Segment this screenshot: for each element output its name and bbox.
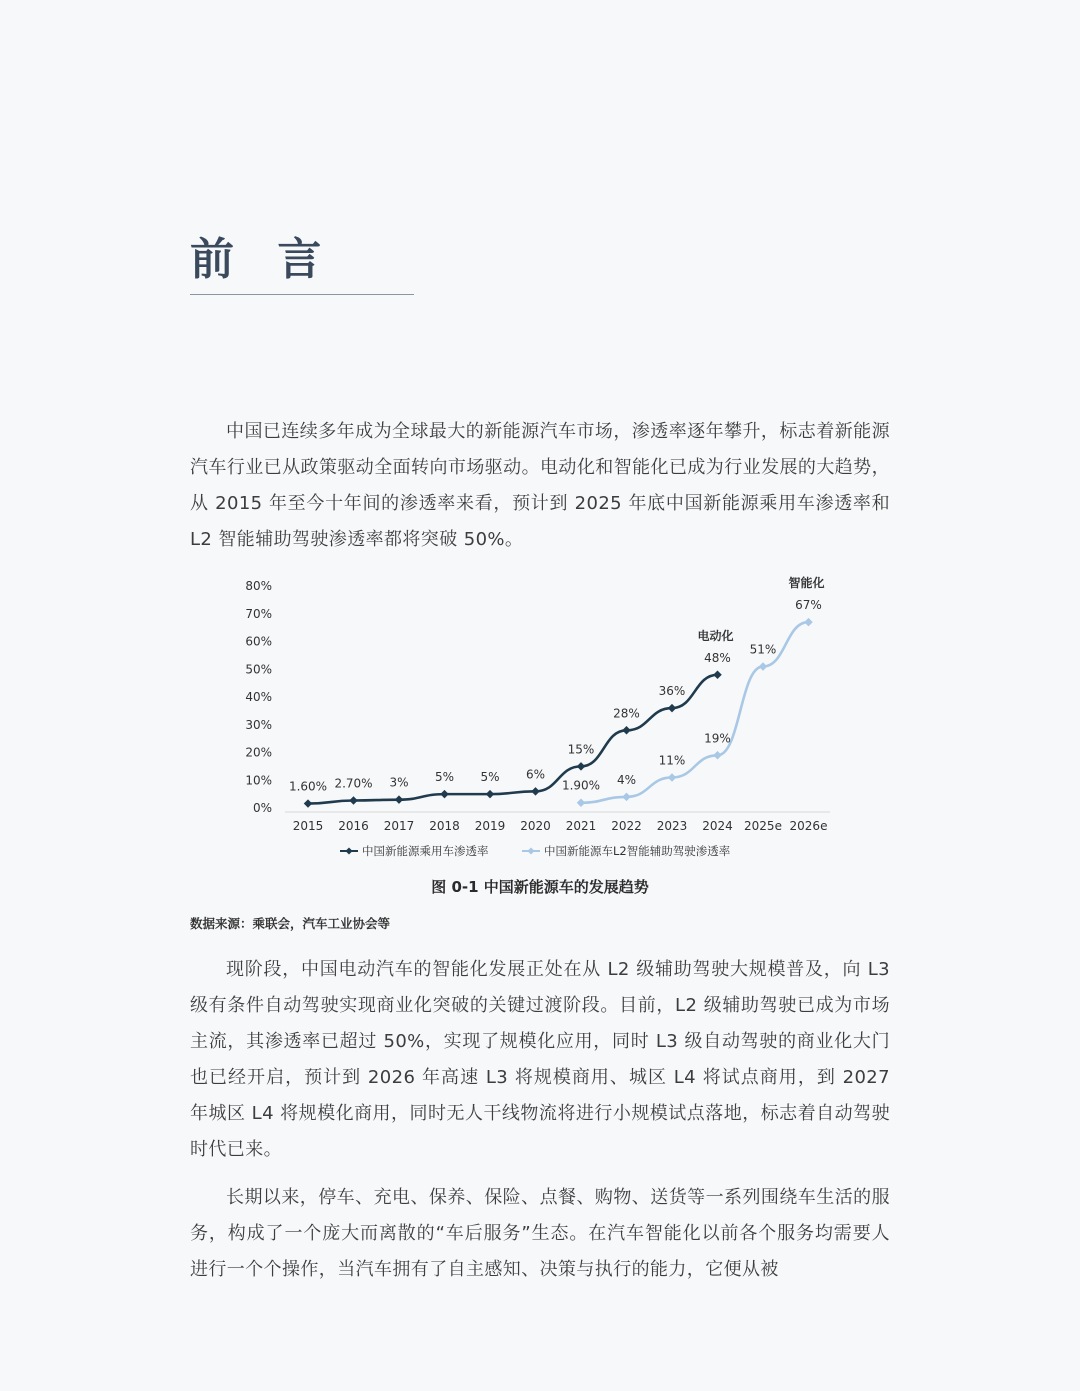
data-point [759, 662, 767, 670]
data-point [622, 726, 630, 734]
page-title: 前 言 [190, 234, 336, 285]
data-point [804, 618, 812, 626]
y-tick-label: 0% [252, 801, 272, 815]
title-divider [190, 294, 414, 295]
data-point [668, 773, 676, 781]
x-tick-label: 2024 [702, 819, 733, 833]
body-paragraph-3: 长期以来，停车、充电、保养、保险、点餐、购物、送货等一系列围绕车生活的服务，构成了一个庞大而离散的“车后服务”生态。在汽车智能化以前各个服务均需要人进行一个个操作，当汽车拥有了自主感知、决策与执行的能力，它便从被 [190, 1187, 890, 1280]
x-tick-label: 2018 [429, 819, 460, 833]
data-label: 51% [749, 642, 777, 657]
x-tick-label: 2017 [383, 819, 415, 833]
data-label: 3% [389, 775, 409, 790]
x-tick-label: 2019 [474, 819, 506, 833]
intro-paragraph: 中国已连续多年成为全球最大的新能源汽车市场，渗透率逐年攀升，标志着新能源汽车行业已从政策驱动全面转向市场驱动。电动化和智能化已成为行业发展的大趋势，从 2015 年至今十年间的渗透率来看，预计到 2025 年底中国新能源乘用车渗透率和 L2 智能辅助驾驶渗透率都将突破 50%。 [190, 421, 890, 550]
data-point [668, 704, 676, 712]
data-point [622, 793, 630, 801]
data-point [304, 799, 312, 807]
x-tick-label: 2015 [292, 819, 324, 833]
body-paragraph-2: 现阶段，中国电动汽车的智能化发展正处在从 L2 级辅助驾驶大规模普及，向 L3 级有条件自动驾驶实现商业化突破的关键过渡阶段。目前，L2 级辅助驾驶已成为市场主流，其渗透率已超过 50%，实现了规模化应用，同时 L3 级自动驾驶的商业化大门也已经开启，预计到 2026 年高速 L3 将规模商用、城区 L4 将试点商用，到 2027 年城区 L4 将规模化商用，同时无人干线物流将进行小规模试点落地，标志着自动驾驶时代已来。 [190, 959, 890, 1160]
figure-caption: 图 0-1 中国新能源车的发展趋势 [431, 878, 649, 896]
data-point [577, 762, 585, 770]
data-point [713, 671, 721, 679]
legend-marker [345, 847, 352, 854]
series-annotation: 智能化 [788, 576, 825, 591]
data-label: 1.90% [561, 778, 601, 793]
data-label: 67% [795, 598, 822, 613]
x-tick-label: 2023 [656, 819, 688, 833]
x-tick-label: 2021 [565, 819, 597, 833]
series-annotation: 电动化 [697, 628, 734, 643]
y-tick-label: 40% [245, 690, 272, 704]
series-line [308, 675, 718, 804]
data-label: 19% [704, 731, 731, 746]
legend-marker [527, 847, 534, 854]
data-label: 2.70% [334, 776, 373, 791]
data-label: 15% [567, 742, 595, 757]
data-point [531, 787, 539, 795]
data-point [713, 751, 721, 759]
data-label: 1.60% [288, 779, 328, 794]
y-tick-label: 50% [245, 662, 272, 677]
x-tick-label: 2025e [744, 819, 782, 833]
x-tick-label: 2022 [611, 819, 642, 833]
data-label: 5% [480, 770, 500, 785]
data-point [577, 798, 585, 806]
y-tick-label: 80% [245, 579, 272, 593]
legend-label: 中国新能源乘用车渗透率 [362, 844, 489, 858]
y-tick-label: 70% [245, 606, 272, 621]
data-point [486, 790, 494, 798]
data-label: 28% [613, 706, 640, 721]
y-tick-label: 30% [245, 717, 272, 732]
data-label: 11% [658, 753, 686, 768]
x-tick-label: 2026e [789, 819, 828, 833]
data-label: 48% [704, 650, 731, 665]
data-label: 5% [434, 770, 455, 785]
data-point [440, 790, 448, 798]
data-point [395, 795, 403, 803]
y-tick-label: 10% [245, 773, 272, 788]
legend-label: 中国新能源车L2智能辅助驾驶渗透率 [544, 844, 731, 858]
data-source-note: 数据来源：乘联会，汽车工业协会等 [190, 916, 391, 931]
x-tick-label: 2020 [520, 819, 551, 833]
data-label: 4% [616, 772, 637, 787]
y-tick-label: 60% [245, 634, 272, 649]
data-label: 6% [525, 767, 546, 782]
series-line [581, 622, 809, 803]
data-label: 36% [658, 684, 686, 699]
x-tick-label: 2016 [338, 819, 369, 833]
data-point [349, 796, 357, 804]
y-tick-label: 20% [245, 745, 272, 760]
